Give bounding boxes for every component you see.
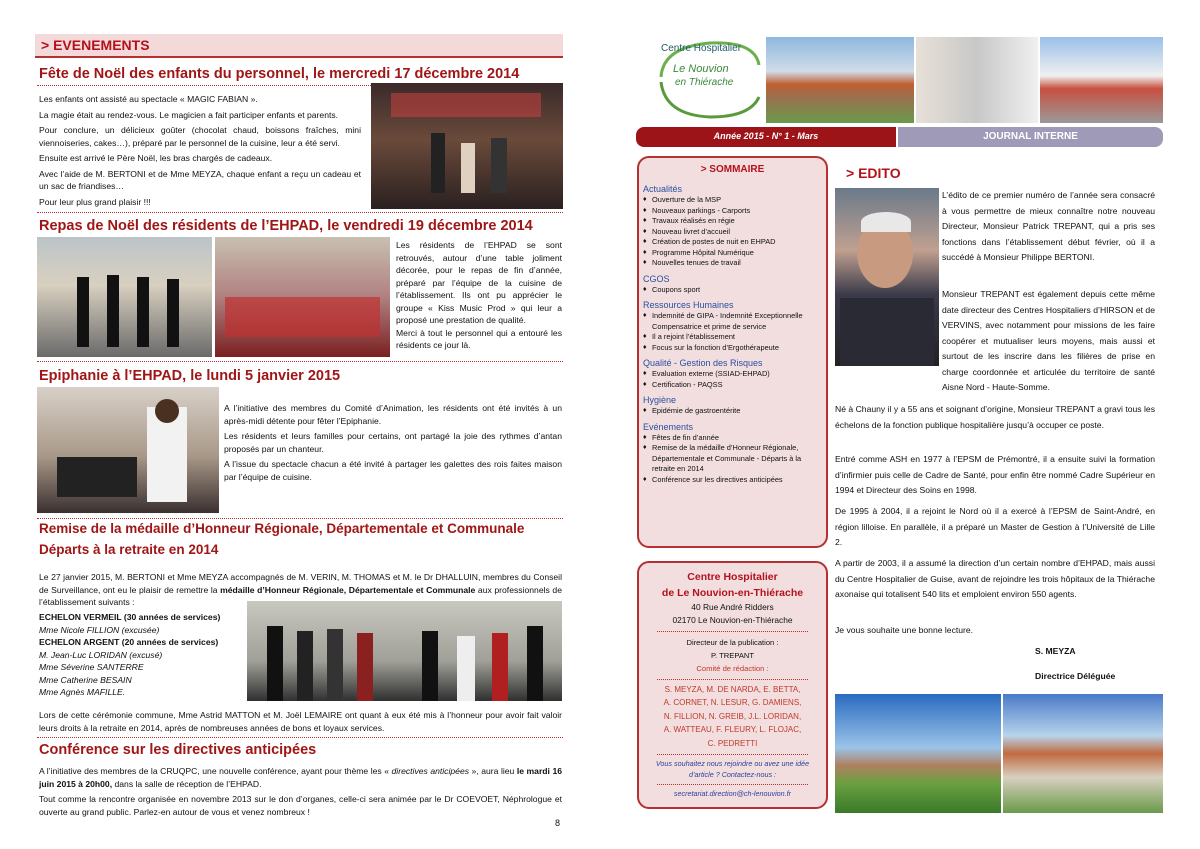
- contact-address: 02170 Le Nouvion-en-Thiérache: [672, 615, 793, 625]
- medaille-intro: Le 27 janvier 2015, M. BERTONI et Mme MEYZA accompagnés de M. VERIN, M. THOMAS et M. le Dr DHALLUIN, membres du Conseil de Surveillance, ont eu le plaisir de remettre la médaille d’Honneur Régionale, Départementale et Communale aux professionnels de l’établissement suivants :: [39, 572, 562, 607]
- edito-closing: Je vous souhaite une bonne lecture.: [835, 625, 974, 635]
- retraite-title: Départs à la retraite en 2014: [39, 542, 219, 557]
- divider: [37, 212, 563, 213]
- header-photo-building: [766, 37, 914, 123]
- medaille-list: [39, 611, 244, 699]
- edito-p6: A partir de 2003, il a assumé la direction d’un certain nombre d’EHPAD, mais aussi du Centre Hospitalier de Guise, avant de rejoindre les trois hôpitaux de la Thiérache axonaise qui totalisent 540 lits et emploient environ 550 agents.: [835, 558, 1155, 599]
- sommaire-item: ♦ Programme Hôpital Numérique: [643, 248, 822, 259]
- comite-line: A. CORNET, N. LESUR, G. DAMIENS,: [663, 698, 802, 707]
- issue-band: Année 2015 - N° 1 - Mars: [636, 127, 896, 147]
- repas-title: Repas de Noël des résidents de l’EHPAD, le vendredi 19 décembre 2014: [39, 218, 533, 234]
- signature-role: Directrice Déléguée: [1035, 671, 1116, 681]
- repas-photo-band: [37, 237, 212, 357]
- contact-name: de Le Nouvion-en-Thiérache: [661, 587, 804, 599]
- contact-email[interactable]: secretariat.direction@ch-lenouvion.fr: [673, 789, 792, 798]
- argent-name: Mme Agnès MAFILLE.: [39, 687, 126, 697]
- comite-line: C. PEDRETTI: [707, 738, 758, 748]
- sommaire-item: ♦ Focus sur la fonction d’Ergothérapeute: [643, 343, 822, 354]
- vermeil-name: Mme Nicole FILLION (excusée): [39, 624, 160, 635]
- sommaire-item: ♦ Fêtes de fin d’année: [643, 433, 822, 444]
- edito-p2a: Monsieur TREPANT est également depuis cette même date directeur des Centres Hospitaliers d’HIRSON et de VERVINS, avec notamment pour missions de les faire coopérer et mutualiser leurs moyens, mais aussi et surtout de les inscrire dans les filières de prise en charge coordonnée et articulée du territoire de santé Aisne Nord - Haute-Somme.: [942, 289, 1155, 392]
- sommaire-item: ♦ Coupons sport: [643, 285, 822, 296]
- sommaire-item: ♦ Evaluation externe (SSIAD-EHPAD): [643, 369, 822, 380]
- argent-name: Mme Catherine BESAIN: [39, 674, 132, 685]
- sommaire-category: Ressources Humaines: [643, 300, 734, 310]
- edito-p1: L’édito de ce premier numéro de l’année sera consacré à vous permettre de mieux connaître notre nouveau Directeur, Monsieur Patrick TREPANT, qui a pris ses fonctions dans l’établissement début février, où il a succédé à Monsieur Philippe BERTONI.: [942, 190, 1155, 262]
- divider: [37, 361, 563, 362]
- sommaire-item: ♦ Création de postes de nuit en EHPAD: [643, 237, 822, 248]
- sommaire-item: ♦ Remise de la médaille d’Honneur Régionale, Départementale et Communale - Départs à la retraite en 2014: [643, 443, 822, 475]
- conference-title: Conférence sur les directives anticipées: [39, 742, 317, 758]
- sommaire-category: Actualités: [643, 184, 683, 194]
- sommaire-category: Hygiène: [643, 395, 677, 405]
- retraite-text: Lors de cette cérémonie commune, Mme Astrid MATTON et M. Joël LEMAIRE ont quant à eux été mis à l’honneur pour avoir fait valoir leurs droits à la retraite en 2014, après de nombreuses années de bons et loyaux services.: [39, 710, 562, 733]
- divider: [37, 518, 563, 519]
- noel-title: Fête de Noël des enfants du personnel, le mercredi 17 décembre 2014: [39, 66, 520, 82]
- director-label: Directeur de la publication :: [686, 638, 779, 647]
- contact-box: [637, 561, 828, 809]
- director-portrait: [835, 188, 939, 366]
- sommaire-item: ♦ Il a rejoint l’établissement: [643, 332, 822, 343]
- sommaire-title: > SOMMAIRE: [700, 164, 765, 175]
- page-number: 8: [555, 818, 561, 828]
- repas-photo-table: [215, 237, 390, 357]
- argent-name: M. Jean-Luc LORIDAN (excusé): [39, 649, 163, 660]
- epiphanie-title: Epiphanie à l’EHPAD, le lundi 5 janvier 2015: [39, 368, 341, 384]
- comite-line: S. MEYZA, M. DE NARDA, E. BETTA,: [664, 684, 801, 694]
- repas-text: Les résidents de l’EHPAD se sont retrouvés, autour d’une table joliment décorée, pour le repas de fin d’année, préparé par l’équipe de la cuisine de l’établissement. Ils ont pu apprécier le groupe « Kiss Music Prod » qui leur a proposé une prestation de qualité. Merci à tout le personnel qui a entouré les résidents ce jour là.: [396, 240, 562, 350]
- section-title: > EVENEMENTS: [41, 37, 150, 53]
- invite-text: d’article ? Contactez-nous :: [688, 769, 777, 779]
- sommaire-item: ♦ Epidémie de gastroentérite: [643, 406, 822, 417]
- sommaire-item: ♦ Travaux réalisés en régie: [643, 216, 822, 227]
- sommaire-item: ♦ Conférence sur les directives anticipées: [643, 475, 822, 486]
- sommaire-item: ♦ Nouvelles tenues de travail: [643, 258, 822, 269]
- sommaire-item: ♦ Indemnité de GIPA - Indemnité Exceptionnelle Compensatrice et prime de service: [643, 311, 822, 332]
- footer-photo-building: [1003, 694, 1163, 813]
- sommaire-category: CGOS: [643, 273, 670, 284]
- epiphanie-photo: [37, 387, 219, 513]
- journal-band: JOURNAL INTERNE: [898, 127, 1163, 147]
- contact-name: Centre Hospitalier: [687, 571, 778, 583]
- noel-text: Les enfants ont assisté au spectacle « MAGIC FABIAN ». La magie était au rendez-vous. Le magicien a fait participer enfants et parents. Pour conclure, un délicieux goûter (chocolat chaud, boissons fraîches, mini viennoiseries, cakes…), préparé par le personnel de la cuisine, leur a été servi. Ensuite est arrivé le Père Noël, les bras chargés de cadeaux. Avec l’aide de M. BERTONI et de Mme MEYZA, chaque enfant a reçu un cadeau et un sac de friandises… Pour leur plus grand plaisir !!!: [39, 94, 361, 207]
- sommaire-item: ♦ Nouveaux parkings - Carports: [643, 206, 822, 217]
- hospital-logo: Centre Hospitalier Le Nouvion en Thiérache: [655, 37, 765, 122]
- argent-name: Mme Séverine SANTERRE: [39, 662, 144, 672]
- footer-photo-garden: [835, 694, 1001, 813]
- sommaire-item: ♦ Ouverture de la MSP: [643, 195, 822, 206]
- comite-label: Comité de rédaction :: [696, 664, 769, 673]
- medaille-photo: [247, 601, 562, 701]
- signature-name: S. MEYZA: [1035, 646, 1076, 656]
- noel-photo: [371, 83, 563, 209]
- contact-address: 40 Rue André Ridders: [691, 602, 774, 612]
- header-photo-facade: [1040, 37, 1163, 123]
- header-photo-interior: [916, 37, 1038, 123]
- sommaire-item: ♦ Certification - PAQSS: [643, 380, 822, 391]
- evenements-banner: [35, 34, 563, 58]
- edito-p4: Entré comme ASH en 1977 à l’EPSM de Prémontré, il a ensuite suivi la formation d’infirmier puis celle de Cadre de Santé, pour enfin être nommé Cadre Supérieur en 1994 et Directeur des Soins en 1998.: [835, 454, 1155, 495]
- divider: [37, 737, 563, 738]
- argent-heading: ECHELON ARGENT (20 années de services): [39, 637, 219, 647]
- vermeil-heading: ECHELON VERMEIL (30 années de services): [39, 612, 221, 622]
- edito-p3: Né à Chauny il y a 55 ans et soignant d’origine, Monsieur TREPANT a gravi tous les échelons de la fonction publique hospitalière jusqu’à occuper ce poste.: [835, 404, 1155, 430]
- sommaire-box: [637, 156, 828, 548]
- edito-p5: De 1995 à 2004, il a rejoint le Nord où il a exercé à l’EPSM de Saint-André, en région lilloise. En parallèle, il a préparé un Master de Gestion à l’Université de Lille 2.: [835, 506, 1155, 547]
- medaille-title: Remise de la médaille d’Honneur Régionale, Départementale et Communale: [39, 521, 525, 536]
- edito-title: > EDITO: [846, 165, 901, 181]
- sommaire-item: ♦ Nouveau livret d’accueil: [643, 227, 822, 238]
- invite-text: Vous souhaitez nous rejoindre ou avez une idée: [655, 759, 810, 768]
- epiphanie-text: A l’initiative des membres du Comité d’Animation, les résidents ont été invités à un après-midi détente pour fêter l’Epiphanie. Les résidents et leurs familles pour certains, ont partagé la joie des rythmes d’antan proposés par un chanteur. A l’issue du spectacle chacun a été invité à partager les galettes des rois faites maison par l’équipe de cuisine.: [224, 403, 562, 482]
- conference-text: A l’initiative des membres de la CRUQPC, une nouvelle conférence, ayant pour thème les « directives anticipées », aura lieu le mardi 16 juin 2015 à 20h00, dans la salle de réception de l’EHPAD. Tout comme la rencontre organisée en novembre 2013 sur le don d’organes, celle-ci sera animée par le Dr COEVOET, Néphrologue et ouverte au grand public. Parlez-en autour de vous et venez nombreux !: [39, 766, 562, 817]
- sommaire-category: Qualité - Gestion des Risques: [643, 358, 763, 368]
- director-name: P. TREPANT: [710, 651, 755, 660]
- comite-line: N. FILLION, N. GREIB, J.L. LORIDAN,: [663, 711, 802, 721]
- comite-line: A. WATTEAU, F. FLEURY, L. FLOJAC,: [663, 725, 802, 734]
- sommaire-category: Evénements: [643, 421, 694, 432]
